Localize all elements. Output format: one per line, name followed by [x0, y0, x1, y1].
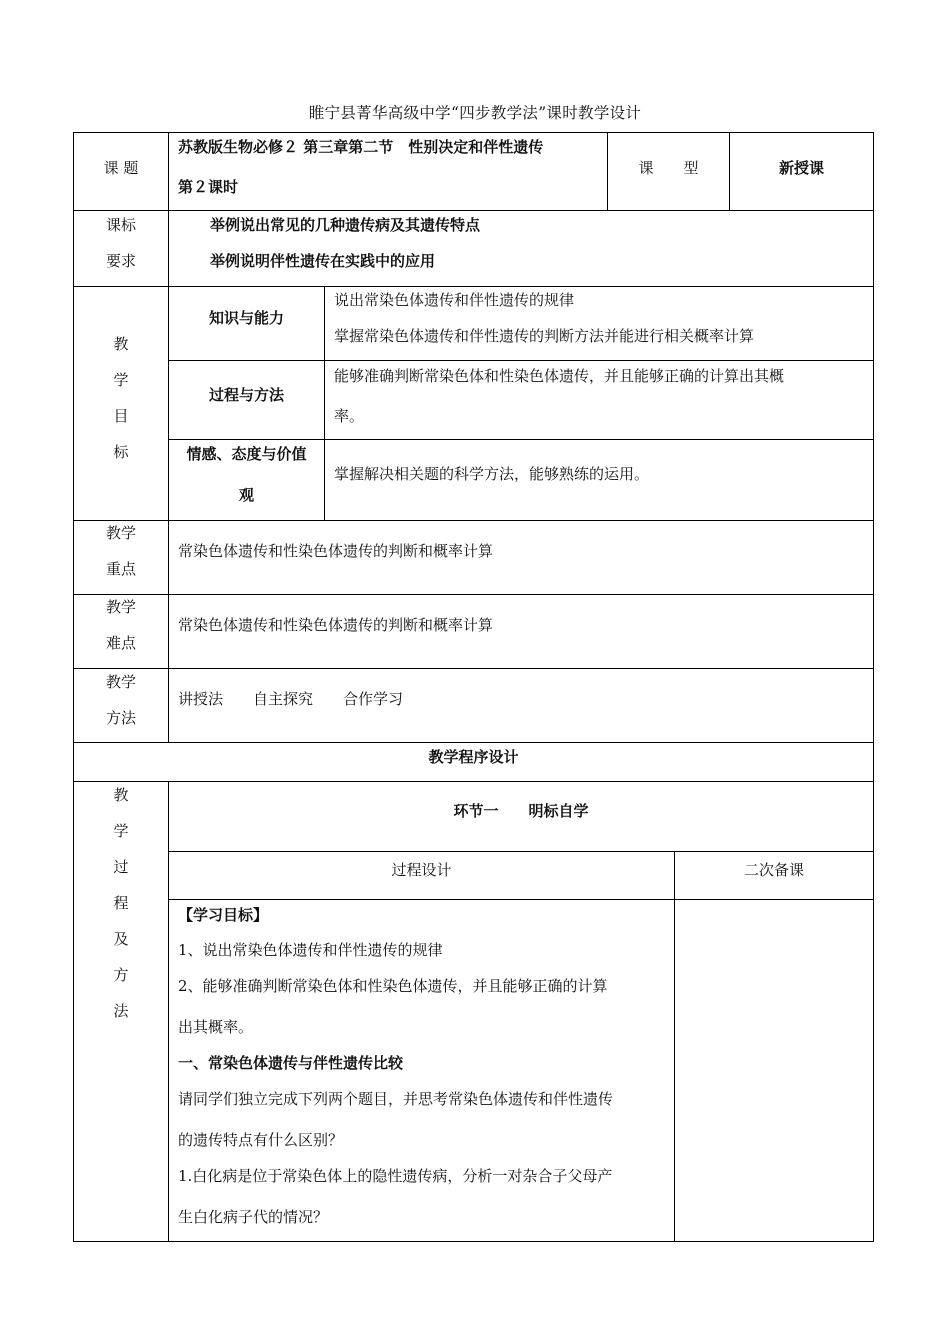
knowledge-text-line1: 说出常染色体遗传和伴性遗传的规律 — [334, 291, 575, 309]
difficulties-text: 常染色体遗传和性染色体遗传的判断和概率计算 — [178, 616, 494, 634]
lesson-type-value: 新授课 — [778, 159, 824, 177]
key-points-text: 常染色体遗传和性染色体遗传的判断和概率计算 — [178, 542, 494, 560]
objectives-label-char: 标 — [113, 443, 129, 461]
process-text-line1: 能够准确判断常染色体和性染色体遗传，并且能够正确的计算出其概 — [334, 367, 785, 385]
question-1-line1: 1.白化病是位于常染色体上的隐性遗传病，分析一对杂合子父母产 — [178, 1167, 613, 1185]
knowledge-text-line2: 掌握常染色体遗传和伴性遗传的判断方法并能进行相关概率计算 — [334, 327, 755, 345]
question-1-line2: 生白化病子代的情况？ — [178, 1208, 329, 1226]
row-divider — [168, 851, 874, 852]
objectives-label-char: 学 — [113, 371, 129, 389]
emotion-label-line1: 情感、态度与价值 — [186, 445, 307, 463]
row-divider — [73, 742, 874, 743]
table-border-bottom — [73, 1241, 874, 1242]
goal-item: 2、能够准确判断常染色体和性染色体遗传，并且能够正确的计算 — [178, 977, 608, 995]
row-divider — [73, 286, 874, 287]
topic-title-line2: 第２课时 — [178, 178, 239, 196]
row-divider — [168, 439, 874, 440]
topic-title-line1: 苏教版生物必修２ 第三章第二节 性别决定和伴性遗传 — [178, 138, 544, 156]
table-border-top — [73, 132, 874, 133]
program-side-label-char: 过 — [113, 858, 129, 876]
key-points-label-line2: 重点 — [105, 560, 136, 578]
process-design-header: 过程设计 — [391, 861, 452, 879]
standards-label-line1: 课标 — [105, 216, 136, 234]
goal-item-continued: 出其概率。 — [178, 1018, 254, 1036]
objectives-label-char: 目 — [113, 407, 129, 425]
program-side-label-char: 及 — [113, 930, 129, 948]
standard-item: 举例说明伴性遗传在实践中的应用 — [210, 252, 436, 270]
row-divider — [73, 594, 874, 595]
row-divider — [73, 520, 874, 521]
stage-title: 环节一 明标自学 — [453, 802, 589, 820]
knowledge-label: 知识与能力 — [208, 309, 284, 327]
standard-item: 举例说出常见的几种遗传病及其遗传特点 — [210, 216, 481, 234]
section-heading: 一、常染色体遗传与伴性遗传比较 — [178, 1054, 404, 1072]
program-side-label-char: 程 — [113, 894, 129, 912]
standards-label-line2: 要求 — [105, 252, 136, 270]
program-side-label-char: 法 — [113, 1002, 129, 1020]
process-text-line2: 率。 — [334, 407, 365, 425]
emotion-label-line2: 观 — [238, 486, 254, 504]
row-divider — [73, 781, 874, 782]
topic-label: 课 题 — [103, 159, 139, 177]
intro-text-line1: 请同学们独立完成下列两个题目，并思考常染色体遗传和伴性遗传 — [178, 1090, 614, 1108]
emotion-text: 掌握解决相关题的科学方法，能够熟练的运用。 — [334, 465, 650, 483]
methods-text: 讲授法 自主探究 合作学习 — [178, 690, 404, 708]
row-divider — [73, 668, 874, 669]
row-divider — [168, 899, 874, 900]
secondary-prep-header: 二次备课 — [743, 861, 804, 879]
program-side-label-char: 方 — [113, 966, 129, 984]
document-title: 睢宁县菁华高级中学“四步教学法”课时教学设计 — [308, 104, 642, 122]
goal-item: 1、说出常染色体遗传和伴性遗传的规律 — [178, 941, 443, 959]
col-divider — [324, 286, 325, 520]
process-label: 过程与方法 — [208, 386, 284, 404]
program-heading: 教学程序设计 — [428, 748, 519, 766]
goals-heading: 【学习目标】 — [178, 906, 269, 924]
methods-label-line1: 教学 — [105, 673, 136, 691]
col-divider — [674, 851, 675, 1241]
lesson-type-label: 课 型 — [638, 159, 699, 177]
row-divider — [168, 360, 874, 361]
program-side-label-char: 学 — [113, 822, 129, 840]
row-divider — [73, 210, 874, 211]
objectives-label-char: 教 — [113, 335, 129, 353]
difficulties-label-line2: 难点 — [105, 634, 136, 652]
col-divider — [168, 132, 169, 742]
col-divider — [168, 781, 169, 1241]
key-points-label-line1: 教学 — [105, 524, 136, 542]
methods-label-line2: 方法 — [105, 709, 136, 727]
difficulties-label-line1: 教学 — [105, 598, 136, 616]
program-side-label-char: 教 — [113, 786, 129, 804]
intro-text-line2: 的遗传特点有什么区别？ — [178, 1131, 344, 1149]
table-border-right — [873, 132, 874, 1242]
